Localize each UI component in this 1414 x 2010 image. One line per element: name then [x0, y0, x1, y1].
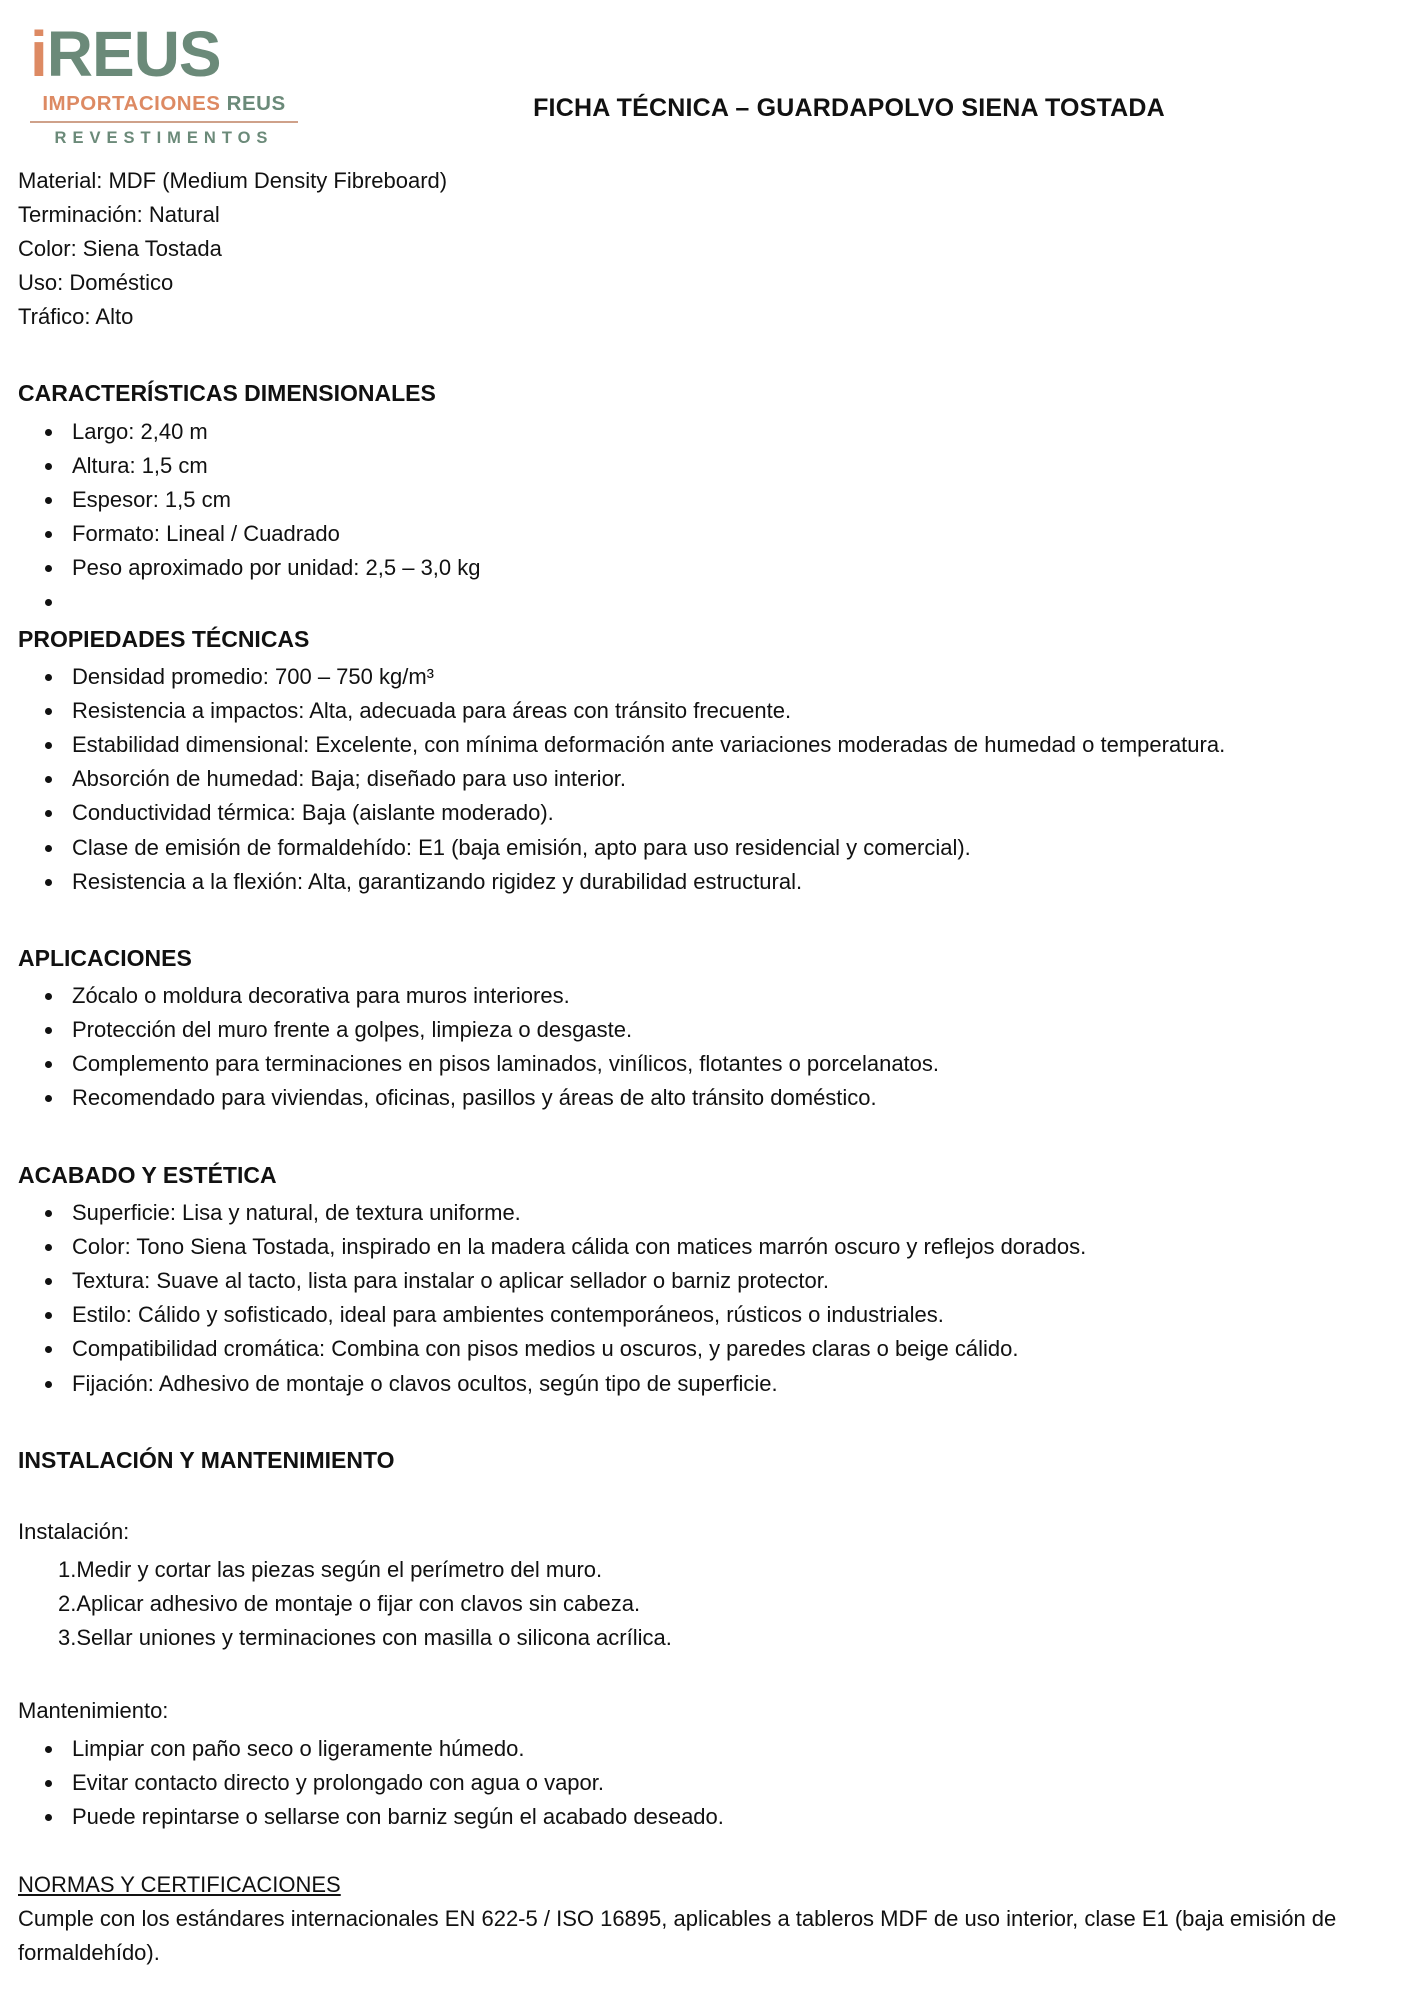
list-item: • Fijación: Adhesivo de montaje o clavos ocultos, según tipo de superficie.	[65, 1367, 1388, 1401]
list-item: • Color: Tono Siena Tostada, inspirado en la madera cálida con matices marrón oscuro y reflejos dorados.	[65, 1230, 1388, 1264]
list-item: • Largo: 2,40 m	[65, 415, 1388, 449]
logo-reus-small-text: REUS	[226, 92, 286, 115]
list-item: • Recomendado para viviendas, oficinas, pasillos y áreas de alto tránsito doméstico.	[65, 1081, 1388, 1115]
list-item: • Peso aproximado por unidad: 2,5 – 3,0 kg	[65, 551, 1388, 585]
step-text: Sellar uniones y terminaciones con masilla o silicona acrílica.	[76, 1625, 672, 1651]
numbered-step	[18, 1621, 1388, 1655]
acabado-bullet-list	[18, 1196, 1388, 1401]
step-number: 1.	[58, 1557, 77, 1583]
logo-subtitle	[30, 88, 298, 123]
logo-revestimentos-text: REVESTIMENTOS	[54, 129, 274, 147]
intro-line: Color: Siena Tostada	[18, 236, 222, 262]
heading-instalacion-mantenimiento: INSTALACIÓN Y MANTENIMIENTO	[18, 1446, 395, 1473]
instalacion-label: Instalación:	[18, 1519, 130, 1545]
step-text: Aplicar adhesivo de montaje o fijar con clavos sin cabeza.	[76, 1591, 641, 1617]
list-item: • Textura: Suave al tacto, lista para instalar o aplicar sellador o barniz protector.	[65, 1264, 1388, 1298]
list-item: • Absorción de humedad: Baja; diseñado para uso interior.	[65, 762, 1388, 796]
dimensional-bullet-list	[18, 415, 1388, 620]
logo-reus-text: REUS	[46, 18, 221, 90]
heading-propiedades-tecnicas: PROPIEDADES TÉCNICAS	[18, 625, 310, 652]
mantenimiento-bullet-list	[18, 1732, 1388, 1834]
list-item: • Puede repintarse o sellarse con barniz según el acabado deseado.	[65, 1800, 1388, 1834]
document-header	[18, 18, 1388, 148]
list-item: • Protección del muro frente a golpes, limpieza o desgaste.	[65, 1013, 1388, 1047]
list-item: • Zócalo o moldura decorativa para muros interiores.	[65, 979, 1388, 1013]
numbered-step	[18, 1587, 1388, 1621]
step-number: 3.	[58, 1625, 77, 1651]
logo-importaciones-text: IMPORTACIONES	[42, 92, 227, 115]
logo-wordmark	[30, 18, 310, 90]
list-item: • Resistencia a la flexión: Alta, garantizando rigidez y durabilidad estructural.	[65, 865, 1388, 899]
list-item: • Conductividad térmica: Baja (aislante moderado).	[65, 796, 1388, 830]
list-item: • Evitar contacto directo y prolongado con agua o vapor.	[65, 1766, 1388, 1800]
propiedades-bullet-list	[18, 660, 1388, 899]
heading-caracteristicas-dimensionales: CARACTERÍSTICAS DIMENSIONALES	[18, 380, 436, 407]
mantenimiento-label: Mantenimiento:	[18, 1697, 169, 1723]
list-item: • Complemento para terminaciones en pisos laminados, vinílicos, flotantes o porcelanatos.	[65, 1047, 1388, 1081]
step-text: Medir y cortar las piezas según el perímetro del muro.	[76, 1557, 603, 1583]
numbered-step	[18, 1553, 1388, 1587]
list-item: • Espesor: 1,5 cm	[65, 483, 1388, 517]
aplicaciones-bullet-list	[18, 979, 1388, 1115]
instalacion-steps	[18, 1553, 1388, 1655]
list-item: • Limpiar con paño seco o ligeramente húmedo.	[65, 1732, 1388, 1766]
document-body	[18, 164, 1388, 1970]
list-item: • Formato: Lineal / Cuadrado	[65, 517, 1388, 551]
normas-body-text: Cumple con los estándares internacionales EN 622-5 / ISO 16895, aplicables a tableros MDF de uso interior, clase E1 (baja emisión de formaldehído).	[18, 1905, 1337, 1966]
heading-aplicaciones: APLICACIONES	[18, 944, 192, 971]
intro-line: Tráfico: Alto	[18, 304, 134, 330]
company-logo	[18, 18, 310, 148]
page-title: FICHA TÉCNICA – GUARDAPOLVO SIENA TOSTADA	[533, 93, 1165, 122]
list-item: • Altura: 1,5 cm	[65, 449, 1388, 483]
step-number: 2.	[58, 1591, 77, 1617]
logo-i-mark: i	[30, 18, 47, 90]
intro-line: Terminación: Natural	[18, 202, 220, 228]
heading-acabado-estetica: ACABADO Y ESTÉTICA	[18, 1161, 277, 1188]
intro-line: Material: MDF (Medium Density Fibreboard)	[18, 168, 448, 193]
list-item: • Densidad promedio: 700 – 750 kg/m³	[65, 660, 1388, 694]
list-item: • Clase de emisión de formaldehído: E1 (baja emisión, apto para uso residencial y comercial).	[65, 831, 1388, 865]
heading-normas-certificaciones: NORMAS Y CERTIFICACIONES	[18, 1871, 341, 1897]
list-item: • Compatibilidad cromática: Combina con pisos medios u oscuros, y paredes claras o beige cálido.	[65, 1332, 1388, 1366]
list-item: • Resistencia a impactos: Alta, adecuada para áreas con tránsito frecuente.	[65, 694, 1388, 728]
list-item: • Superficie: Lisa y natural, de textura uniforme.	[65, 1196, 1388, 1230]
intro-block	[18, 164, 1388, 334]
list-item: • Estabilidad dimensional: Excelente, con mínima deformación ante variaciones moderadas de humedad o temperatura.	[65, 728, 1388, 762]
list-item	[65, 585, 1388, 619]
intro-line: Uso: Doméstico	[18, 270, 174, 296]
list-item: • Estilo: Cálido y sofisticado, ideal para ambientes contemporáneos, rústicos o industriales.	[65, 1298, 1388, 1332]
